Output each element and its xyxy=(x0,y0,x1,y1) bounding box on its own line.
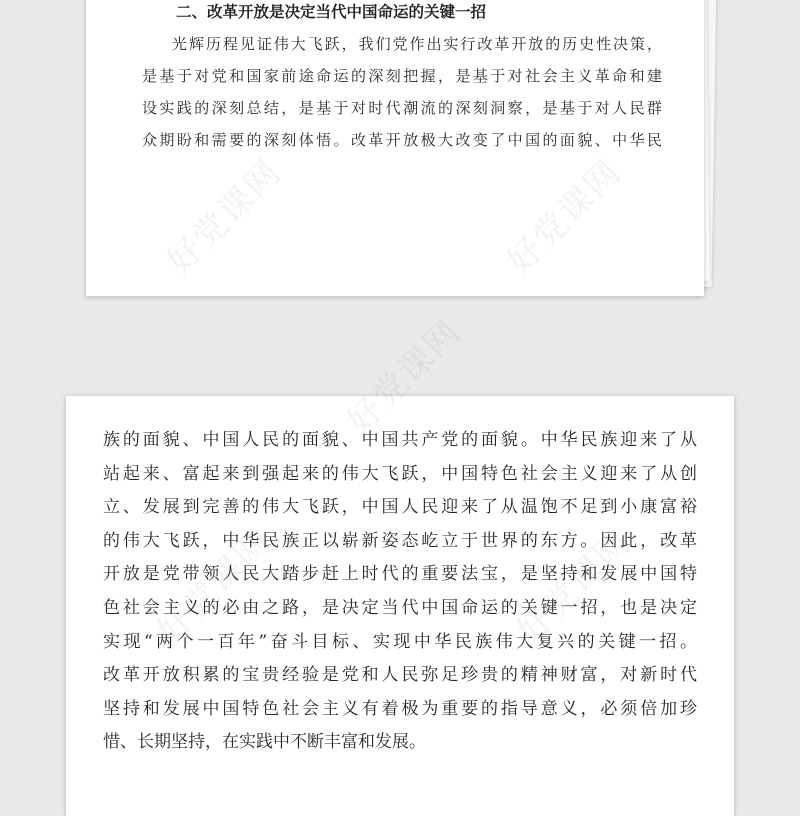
paragraph-line: 站起来、富起来到强起来的伟大飞跃，中国特色社会主义迎来了从创 xyxy=(103,463,697,484)
paragraph-line: 族的面貌、中国人民的面貌、中国共产党的面貌。中华民族迎来了从 xyxy=(103,430,697,450)
paragraph-line: 设实践的深刻总结，是基于对时代潮流的深刻洞察，是基于对人民群 xyxy=(142,99,662,117)
paragraph-line: 实现“两个一百年”奋斗目标、实现中华民族伟大复兴的关键一招。 xyxy=(103,631,697,652)
paragraph-line: 众期盼和需要的深刻体悟。改革开放极大改变了中国的面貌、中华民 xyxy=(142,131,662,149)
paragraph-line: 光辉历程见证伟大飞跃，我们党作出实行改革开放的历史性决策， xyxy=(172,35,662,53)
paragraph-line: 开放是党带领人民大踏步赶上时代的重要法宝，是坚持和发展中国特 xyxy=(103,564,697,585)
top-paragraph xyxy=(142,28,662,156)
section-heading: 二、改革开放是决定当代中国命运的关键一招 xyxy=(176,3,487,21)
paragraph-line: 改革开放积累的宝贵经验是党和人民弥足珍贵的精神财富，对新时代 xyxy=(103,665,697,686)
watermark-text: 好党课网 xyxy=(339,311,470,443)
paragraph-line: 的伟大飞跃，中华民族正以崭新姿态屹立于世界的东方。因此，改革 xyxy=(103,530,697,551)
paragraph-line: 惜、长期坚持，在实践中不断丰富和发展。 xyxy=(103,732,426,753)
paragraph-line: 是基于对党和国家前途命运的深刻把握，是基于对社会主义革命和建 xyxy=(142,67,662,85)
bottom-paragraph xyxy=(103,424,697,760)
paragraph-line: 立、发展到完善的伟大飞跃，中国人民迎来了从温饱不足到小康富裕 xyxy=(103,497,697,518)
paragraph-line: 坚持和发展中国特色社会主义有着极为重要的指导意义，必须倍加珍 xyxy=(103,698,697,719)
paragraph-line: 色社会主义的必由之路，是决定当代中国命运的关键一招，也是决定 xyxy=(103,597,697,618)
